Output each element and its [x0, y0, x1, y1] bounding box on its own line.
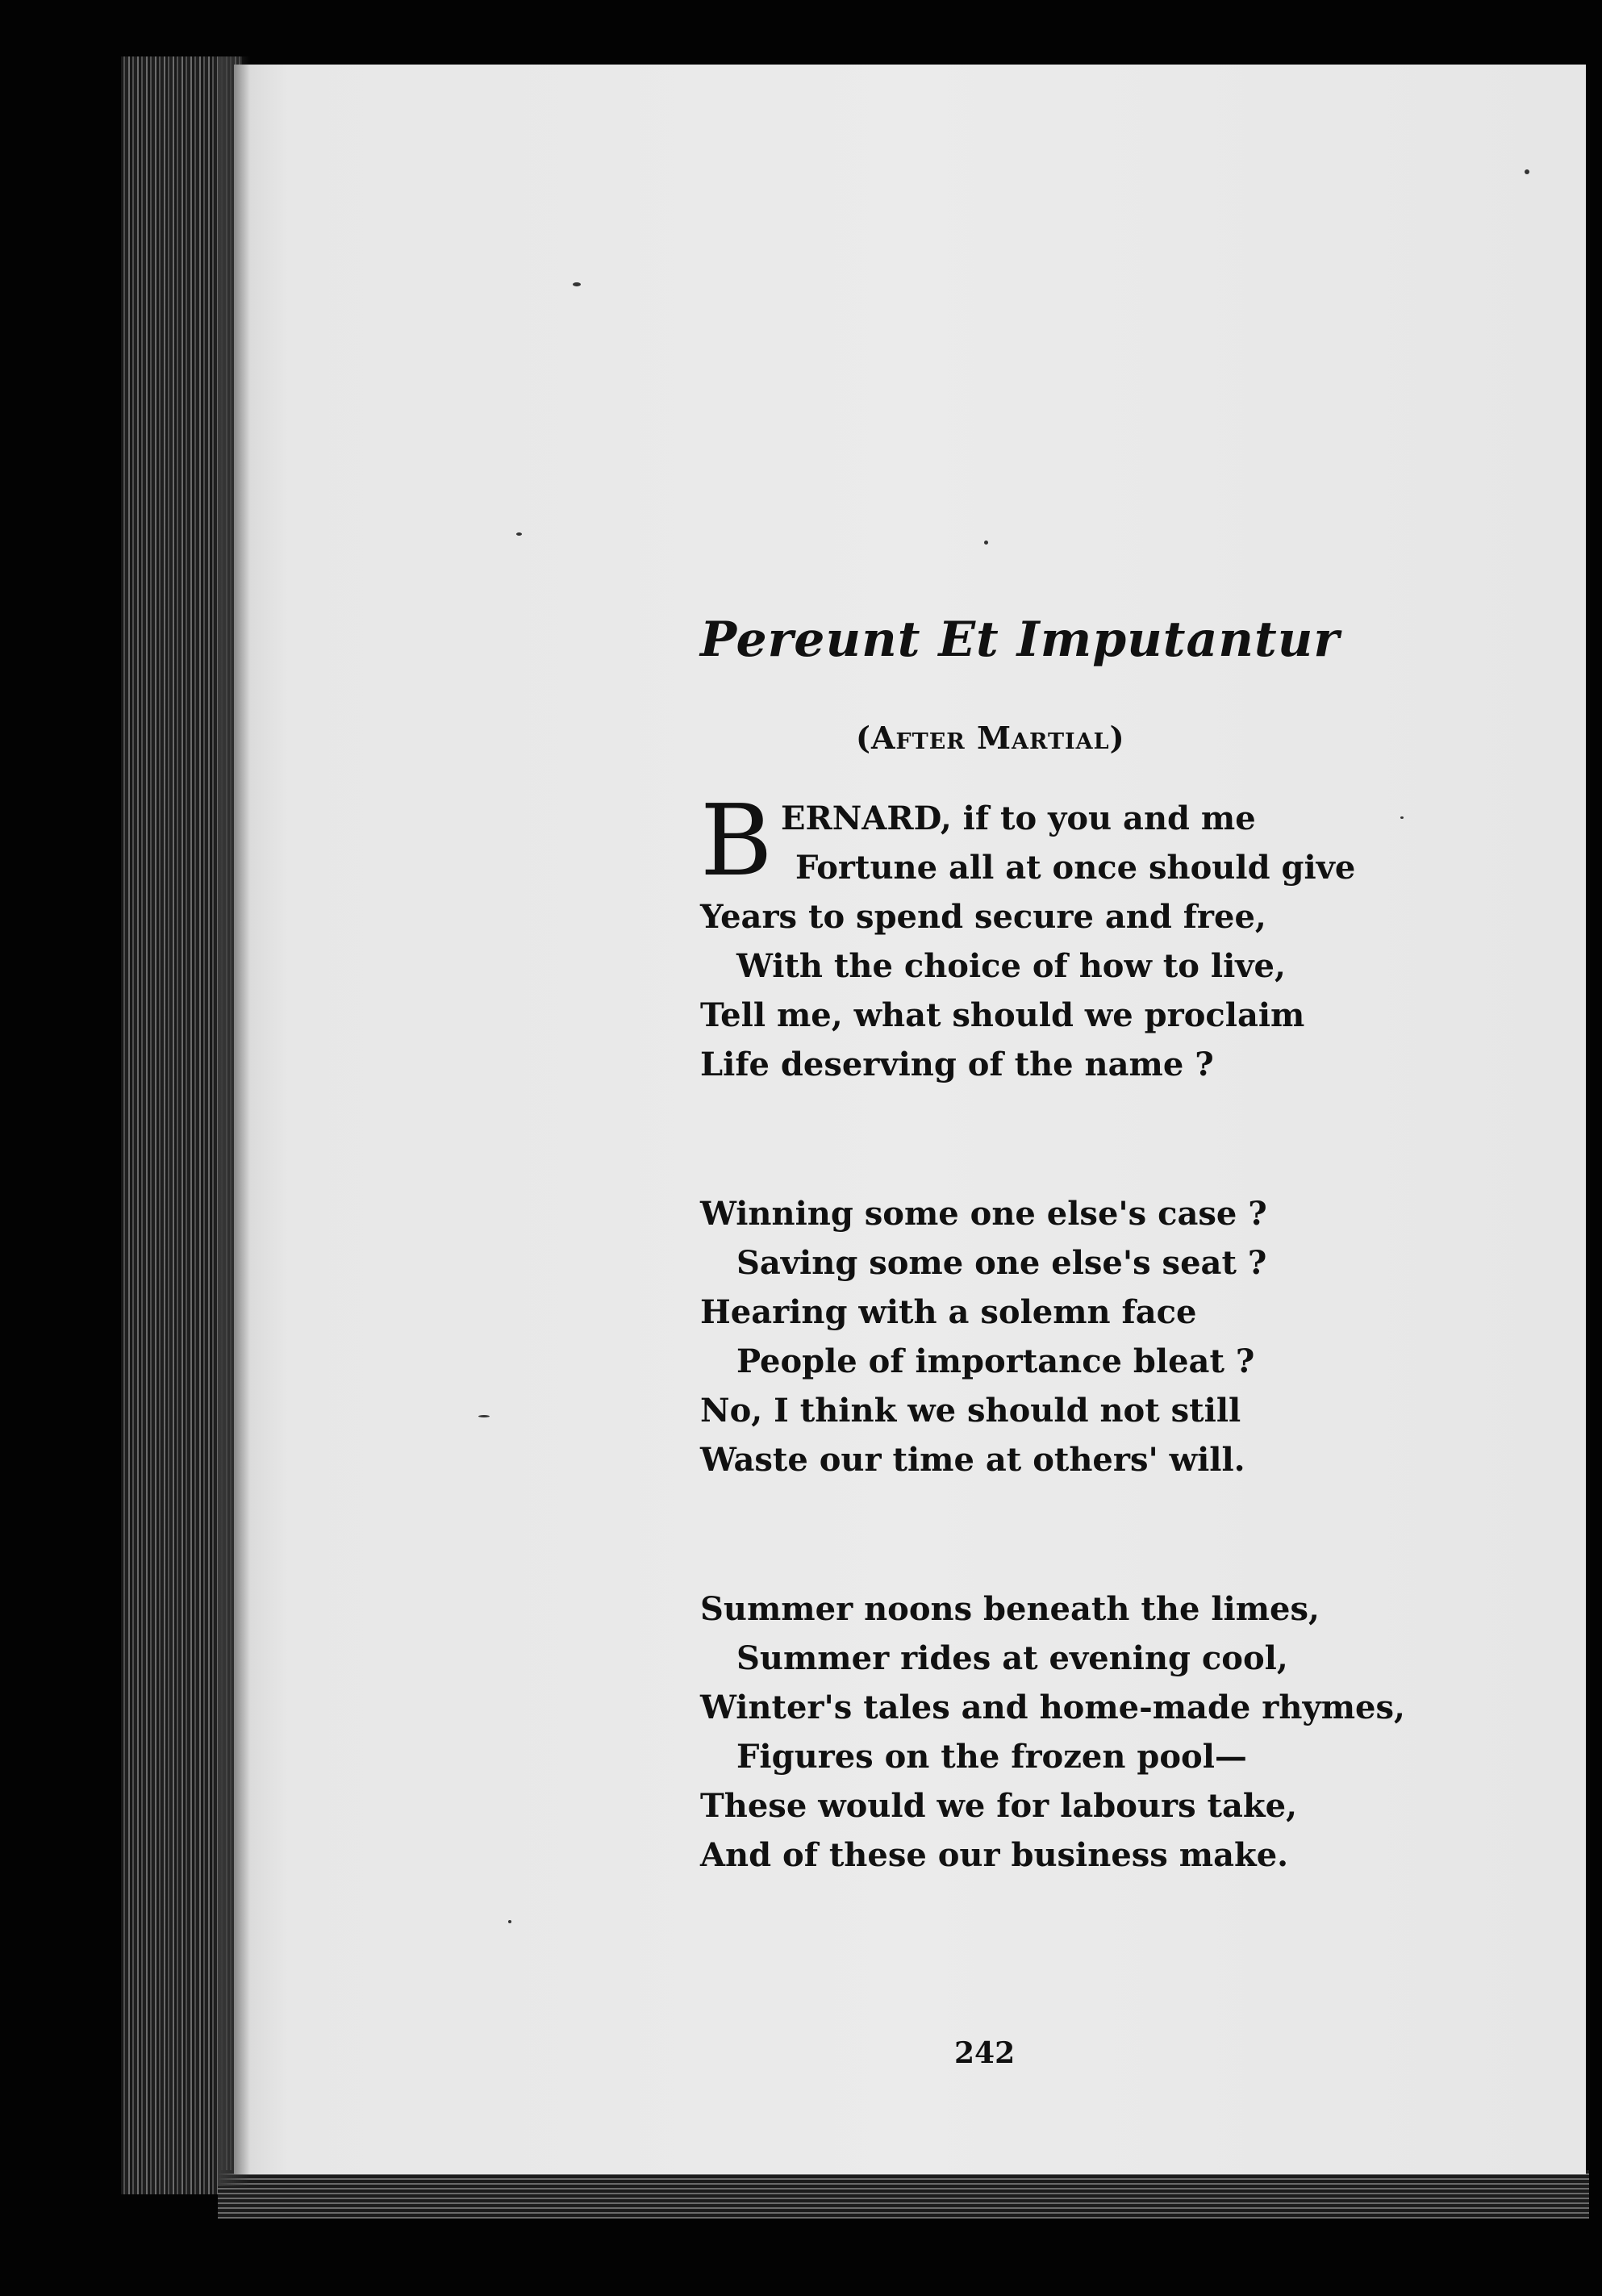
poem-line: And of these our business make. [700, 1836, 1289, 1874]
poem-line: With the choice of how to live, [736, 947, 1286, 985]
poem-line: These would we for labours take, [700, 1787, 1298, 1825]
poem-line: Fortune all at once should give [795, 849, 1356, 887]
scan-speck [1525, 169, 1529, 174]
poem-line: Life deserving of the name ? [700, 1046, 1214, 1083]
gutter-shadow [218, 56, 250, 2186]
poem-line: People of importance bleat ? [736, 1342, 1255, 1380]
poem-line: Summer noons beneath the limes, [700, 1590, 1320, 1628]
poem-title: Pereunt Et Imputantur [700, 612, 1340, 668]
poem-line: Figures on the frozen pool— [736, 1738, 1247, 1776]
poem [700, 603, 1507, 1880]
poem-line: Saving some one else's seat ? [736, 1244, 1267, 1282]
drop-cap: B [700, 783, 773, 898]
stanza-2 [700, 1189, 1507, 1484]
scan-speck [516, 532, 522, 536]
poem-line: Tell me, what should we proclaim [700, 996, 1305, 1034]
poem-line: Waste our time at others' will. [700, 1441, 1245, 1479]
book-bottom-edge [218, 2170, 1589, 2219]
poem-line: Winter's tales and home-made rhymes, [700, 1689, 1405, 1726]
poem-line: Years to spend secure and free, [700, 898, 1266, 936]
scan-speck [984, 541, 988, 545]
scan-speck [478, 1415, 490, 1417]
stanza-1 [700, 783, 1507, 1089]
poem-subtitle: (After Martial) [856, 720, 1125, 756]
stanza-3 [700, 1584, 1507, 1880]
page-number: 242 [954, 2036, 1016, 2070]
scan-speck [508, 1920, 511, 1923]
poem-line: Hearing with a solemn face [700, 1293, 1197, 1331]
poem-line: Summer rides at evening cool, [736, 1639, 1288, 1677]
poem-line: ERNARD, if to you and me [781, 799, 1256, 837]
poem-line: Winning some one else's case ? [700, 1195, 1267, 1233]
poem-line: No, I think we should not still [700, 1392, 1241, 1430]
scan-speck [573, 282, 581, 286]
